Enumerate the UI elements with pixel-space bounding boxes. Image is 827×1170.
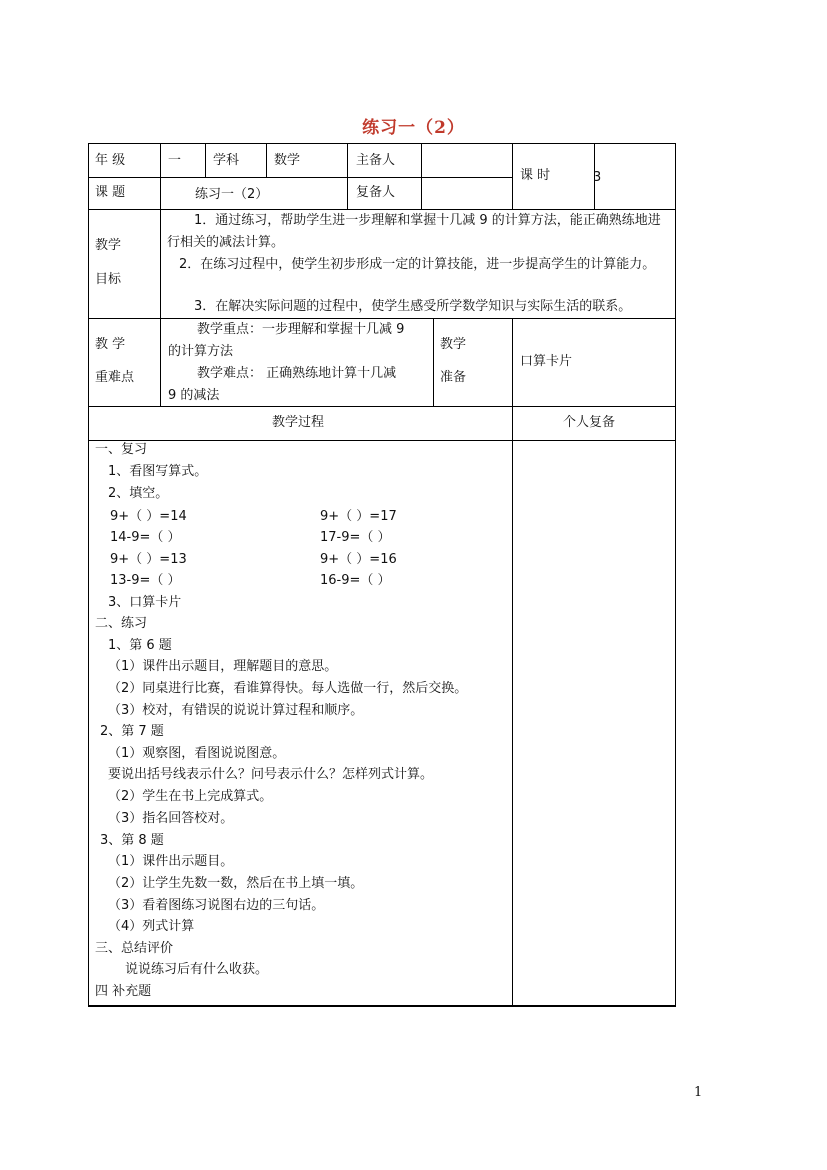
fill-blank-item: 14-9=（ ） [110, 530, 181, 545]
process-line: （3）看着图练习说图右边的三句话。 [108, 898, 325, 913]
col-divider [347, 143, 348, 209]
objective-item: 3．在解决实际问题的过程中，使学生感受所学数学知识与实际生活的联系。 [194, 299, 632, 314]
process-line: （3）校对，有错误的说说计算过程和顺序。 [108, 703, 364, 718]
table-border-top [88, 143, 676, 144]
process-line: （1）课件出示题目，理解题目的意思。 [108, 659, 338, 674]
col-divider [433, 318, 434, 406]
fill-blank-item: 9+（ ）=13 [110, 552, 187, 567]
col-divider [512, 318, 513, 406]
row-divider [88, 318, 676, 319]
col-divider [205, 143, 206, 177]
process-line: （3）指名回答校对。 [108, 811, 234, 826]
objective-item: 2．在练习过程中，使学生初步形成一定的计算技能，进一步提高学生的计算能力。 [179, 257, 656, 272]
process-line: （2）让学生先数一数，然后在书上填一填。 [108, 876, 364, 891]
process-line: 1、第 6 题 [108, 638, 172, 653]
table-border-left [88, 143, 89, 1006]
process-line: 要说出括号线表示什么？问号表示什么？怎样列式计算。 [108, 767, 434, 782]
teaching-focus-line2: 的计算方法 [168, 344, 234, 359]
process-line: （1）观察图，看图说说图意。 [108, 746, 286, 761]
prep-label-line1: 教学 [440, 337, 467, 352]
row-divider [88, 406, 676, 407]
objectives-label-line1: 教学 [95, 238, 122, 253]
teaching-difficulty-line2: 9 的减法 [168, 388, 220, 403]
fill-blank-item: 16-9=（ ） [320, 573, 391, 588]
objective-item: 1．通过练习，帮助学生进一步理解和掌握十几减 9 的计算方法，能正确熟练地进行相关的减法计算。 [167, 213, 661, 250]
main-preparer-label: 主备人 [356, 153, 396, 168]
personal-notes-header: 个人复备 [563, 415, 616, 430]
process-line: 3、第 8 题 [100, 833, 164, 848]
process-line: 二、练习 [95, 616, 148, 631]
class-hours-label: 课 时 [520, 168, 551, 183]
fill-blank-item: 9+（ ）=14 [110, 509, 187, 524]
col-divider [421, 143, 422, 209]
process-header: 教学过程 [272, 415, 325, 430]
grade-label: 年 级 [95, 153, 126, 168]
row-divider [88, 440, 676, 441]
objectives-label-line2: 目标 [95, 272, 122, 287]
process-line: 一、复习 [95, 442, 148, 457]
col-divider [512, 406, 513, 1006]
prep-label-line2: 准备 [440, 370, 467, 385]
key-points-label-line2: 重难点 [95, 370, 135, 385]
process-line: 2、填空。 [108, 486, 169, 501]
fill-blank-item: 13-9=（ ） [110, 573, 181, 588]
prep-value: 口算卡片 [520, 354, 573, 369]
process-line: 三、总结评价 [95, 941, 174, 956]
page-number: 1 [694, 1085, 703, 1100]
process-line: 2、第 7 题 [100, 724, 164, 739]
table-border-bottom [88, 1005, 676, 1007]
page-title: 练习一（2） [362, 118, 465, 138]
col-divider [160, 143, 161, 406]
topic-value: 练习一（2） [195, 187, 269, 202]
teaching-difficulty-line1: 教学难点： 正确熟练地计算十几减 [197, 366, 397, 381]
process-line: 3、口算卡片 [108, 595, 182, 610]
grade-value: 一 [168, 153, 182, 168]
process-line: （2）学生在书上完成算式。 [108, 789, 273, 804]
process-line: 说说练习后有什么收获。 [125, 962, 269, 977]
row-divider [88, 177, 513, 178]
process-line: 四 补充题 [95, 984, 152, 999]
subject-value: 数学 [274, 153, 301, 168]
class-hours-value: 3 [593, 170, 602, 185]
fill-blank-item: 9+（ ）=16 [320, 552, 397, 567]
col-divider [266, 143, 267, 177]
process-line: （2）同桌进行比赛，看谁算得快。每人选做一行，然后交换。 [108, 681, 468, 696]
fill-blank-item: 9+（ ）=17 [320, 509, 397, 524]
col-divider [512, 143, 513, 209]
process-line: （1）课件出示题目。 [108, 854, 234, 869]
lesson-plan-table [88, 143, 676, 1006]
subject-label: 学科 [213, 153, 240, 168]
co-preparer-label: 复备人 [356, 185, 396, 200]
process-line: 1、看图写算式。 [108, 464, 208, 479]
key-points-label-line1: 教 学 [95, 337, 126, 352]
topic-label: 课 题 [95, 185, 126, 200]
process-line: （4）列式计算 [108, 919, 195, 934]
teaching-focus-line1: 教学重点：一步理解和掌握十几减 9 [197, 322, 405, 337]
fill-blank-item: 17-9=（ ） [320, 530, 391, 545]
table-border-right [675, 143, 676, 1006]
